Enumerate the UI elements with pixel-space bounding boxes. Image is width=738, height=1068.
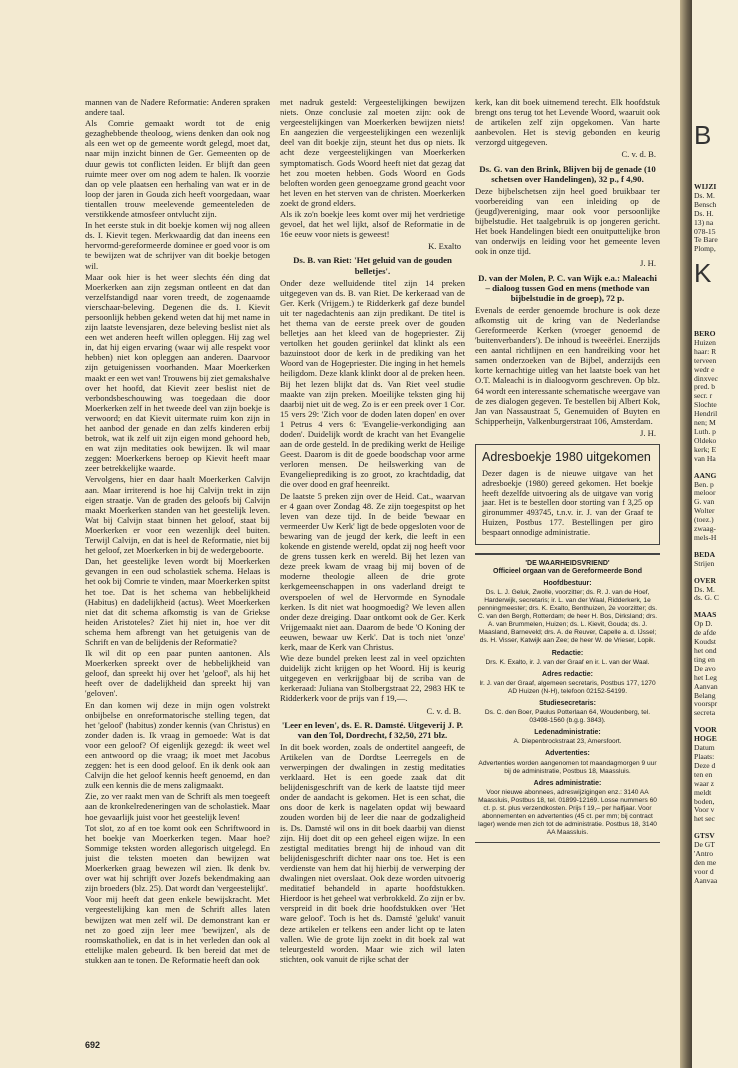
fragment: mels-H (694, 532, 717, 542)
paragraph: Maar ook hier is het weer slechts één ding dat Moerkerken aan zijn zegsman ontleent en dat dan verzelfstandigd naar voren treedt, de zogenaamde vierschaar-beleving. Degenen die ds. I. Kievit persoonlijk hebben gekend weten dat hij met name in zijn laatste levensjaren, deze beleving beslist niet als een wet anderen heeft willen opleggen. Hij zag wel in, dat hij eigen ervaring (waar wij alle respekt voor hebben) niet kon opleggen aan anderen. Daarvoor zijn getuigenissen voorhanden. Maar Moerkerken maakt er een wet van! Trouwens bij ziet gemakshalve over het hoofd, dat Kievit zeer beslist niet de verbondsbeschouwing was toegedaan die door Moerkerken zelf in het tweede deel van zijn boekje is verwoord; en dat Kievit uitermate ruim kon zijn in het aanbod der genade en dan zelfs kinderen erbij betrok, wat ik zelf uit zijn eigen mond gehoord heb, en wat zijn meditaties ook bewijzen. Ik wil maar zeggen: Moerkerkens beroep op Kievit heeft maar zeer betrekkelijke waarde. (85, 271, 270, 474)
fragment: Strijen (694, 558, 715, 568)
fragment: MAAS (694, 610, 717, 620)
fragment: G. van (694, 497, 715, 507)
masthead-text: Ir. J. van der Graaf, algemeen secretaris, Postbus 177, 1270 AD Huizen (N-H), telefoon 02152-54199. (479, 679, 656, 695)
review-title: Ds. B. van Riet: 'Het geluid van de gouden belletjes'. (293, 255, 452, 276)
fragment: Luth. p (694, 426, 716, 436)
fragment: HOGE (694, 734, 717, 744)
fragment: voor d (694, 866, 714, 876)
fragment: Belang (694, 690, 716, 700)
fragment: Ds. M. (694, 190, 715, 200)
paragraph: kerk, kan dit boek uitnemend terecht. Elk hoofdstuk brengt ons terug tot het Levende Woord, waaruit ook de artikelen zelf zijn opgekomen. Van harte aanbevolen. Het is stevig gebonden en keurig verzorgd uitgegeven. (475, 97, 660, 148)
fragment: boden, (694, 796, 715, 806)
masthead-heading: Studiesecretaris: (539, 699, 596, 707)
fragment: voorspr (694, 699, 718, 709)
signature: K. Exalto (428, 241, 461, 252)
paragraph: Als ik zo'n boekje lees komt over mij het verdrietige gevoel, dat het wel lijkt, alsof de Reformatie in de 16e eeuw voor niets is geweest! (280, 209, 465, 240)
fragment: kerk; E (694, 444, 717, 454)
facing-page-fragments (694, 175, 738, 254)
masthead-heading: Advertenties: (545, 750, 590, 758)
paragraph: Zie, zo ver raakt men van de Schrift als men toegeeft aan de kronkelredeneringen van de scholastiek. Maar hoe gevaarlijk juist voor het geestelijk leven! (85, 791, 270, 822)
fragment: 13) na (694, 217, 714, 227)
fragment: secreta (694, 708, 716, 718)
column-1 (85, 97, 270, 1005)
paragraph: Als Comrie gemaakt wordt tot de enig gezaghebbende theoloog, wiens denken dan ook nog als een wet op de gemeente wordt gelegd, moet dat, naar mijn inzicht binnen de Ger. Gemeenten op de duur gewis tot conflicten leiden. Er blijft dan geen ruimte meer over om nog adem te halen. Ik voorzie dan op vele plaatsen een herhaling van wat er in de loop der jaren in Gouda zich heeft voorgedaan, waar tientallen trouw meelevende gemeenteleden de verstikkende atmosfeer ontvlucht zijn. (85, 118, 270, 220)
fragment: Aanvan (694, 681, 718, 691)
fragment: de afde (694, 628, 717, 638)
masthead-text: Voor nieuwe abonnees, adreswijzigingen enz.: 3140 AA Maassluis, Postbus 18, tel. 01899-12169. Losse nummers 60 ct. p. st. plus verzendkosten. Prijs f 19,– per halfjaar. Voor abonnementen en advertenties (45 ct. per mm; bij contract lager) wende men zich tot de administratie. Postbus 18, 3140 AA Maassluis. (478, 788, 657, 837)
fragment: Ben. p (694, 479, 714, 489)
fragment: Oldeko (694, 435, 717, 445)
fragment: dinxvec (694, 373, 719, 383)
fragment: Slochte (694, 400, 717, 410)
fragment: Hendril (694, 409, 718, 419)
paragraph: Ik wil dit op een paar punten aantonen. Als Moerkerken spreekt over de hebbelijkheid van geloof, dan spreekt hij over het 'geloof', als hij het heeft over de dadelijkheid dan spreekt hij van 'geloven'. (85, 648, 270, 699)
fragment: WIJZI (694, 182, 717, 191)
fragment: ds. G. C (694, 593, 719, 603)
facing-heading-letter: B (694, 120, 712, 150)
masthead-heading: Hoofdbestuur: (543, 579, 592, 587)
fragment: Ds. M. (694, 584, 715, 594)
facing-page-fragments (694, 330, 738, 886)
fragment: van Ha (694, 453, 716, 463)
fragment: het Leg (694, 672, 717, 682)
masthead-heading: Ledenadministratie: (534, 729, 601, 737)
paragraph: met nadruk gesteld: Vergeestelijkingen bewijzen niets. Onze conclusie zal moeten zijn: ook de vergeestelijkingen van Moerkerken bewijzen niets! En aangezien die vergeestelijkingen een wezenlijk deel van dit boekje zijn, steunt het dus op niets. Ik acht deze vergeestelijkingen van Moerkerken symptomatisch. Gods Woord heeft niet dat gezag dat het zou moeten hebben. Gods Woord en Gods beloften worden geen genoegzame grond geacht voor het leven en het sterven van de christen. Moerkerken zoekt de grond elders. (280, 97, 465, 208)
fragment: Ds. H. (694, 208, 714, 218)
masthead-text: A. Diepenbrockstraat 23, Amersfoort. (513, 738, 622, 746)
masthead-heading: Adres redactie: (542, 670, 593, 678)
masthead-subtitle: Officieel orgaan van de Gereformeerde Bond (493, 567, 642, 575)
masthead-heading: Redactie: (551, 649, 584, 657)
fragment: Huizen (694, 337, 716, 347)
signature: C. v. d. B. (621, 149, 656, 160)
paragraph: In het eerste stuk in dit boekje komen wij nog alleen ds. I. Kievit tegen. Merkwaardig dat dan ineens een hervormd-gereformeerde dominee er goed voor is om te bewijzen wat de schrijver van dit boekje betogen wil. (85, 220, 270, 271)
fragment: den me (694, 857, 717, 867)
masthead-text: Ds. L. J. Geluk, Zwolle, voorzitter; ds. R. J. van de Hoef, Harderwijk, secretaris; ir. L. van der Waal, Ridderkerk, 1e penningmeester; drs. K. Exalto, Benthuizen, 2e voorzitter; ds. C. van den Bergh, Rotterdam; de heer H. Bos, Dirksland; drs. A. van Brummelen, Huizen; ds. L. Kievit, Gouda; ds. J. Maasland, Barneveld; drs. A. de Reuver, Capelle a. d. IJssel; ds. H. Visser, Katwijk aan Zee; de heer W. de Vrieser, Lopik. (477, 588, 658, 645)
fragment: VOOR (694, 725, 717, 735)
fragment: pred. b (694, 382, 716, 392)
fragment: Aanvaa (694, 875, 718, 885)
fragment: secr. r (694, 391, 713, 401)
masthead-text: Ds. C. den Boer, Paulus Potterlaan 64, Woudenberg, tel. 03498-1560 (b.g.g. 3843). (484, 709, 651, 725)
announcement-title: Adresboekje 1980 uitgekomen (482, 450, 651, 464)
paragraph: In dit boek worden, zoals de ondertitel aangeeft, de Artikelen van de Dordtse Leerregels en de verwerpingen der dwalingen in zestig meditaties verklaard. Het is een goede zaak dat dit belijdenisgeschrift van de kerk de laatste tijd meer onder de aandacht is gekomen. Het is een schat, die ons door de kerk is nagelaten opdat wij bewaard zouden worden bij de leer die naar de godzaligheid is. Ds. Damsté wil ons in dit boek daarbij van dienst zijn. Hij doet dit op een geheel eigen wijze. In een zestigtal meditaties brengt hij de inhoud van dit belijdenisgeschrift dichter naar ons toe. Het is een verdienste van hem dat hij hierbij de verwerping der dwalingen niet overslaat. Ook deze worden uitvoerig meditatief behandeld in aparte hoofdstukken. Hierdoor is het geheel wat verbrokkeld. Zo zijn er bv. verspreid in dit boek drie hoofdstukken over 'Het ware geloof'. Toch is het ds. Damsté 'gelukt' vanuit deze artikelen er telkens een ander licht op te laten vallen. Wie de grote lijn zoekt in dit boek zal wat teleurgesteld worden. Maar wie zich wil laten stichten, ook vanuit de rijke schat der (280, 741, 465, 964)
masthead-title: 'DE WAARHEIDSVRIEND' (525, 559, 610, 567)
paragraph: Dan, het geestelijke leven wordt bij Moerkerken gevangen in een oud scholastiek schema. Helaas is het ook bij Comrie te vinden, maar Moerkerken spitst het toe. Dat is het schema van hebbelijkheid (Habitus) en dadelijkheid (actus). Weet Moerkerken niet dat dit schema afkomstig is van de Griekse heiden Aristoteles? Ziet hij niet in, hoe ver dit schema hem afbrengt van het getuigenis van de Schrift en van de belijdenis der Reformatie? (85, 556, 270, 647)
fragment: waar z (694, 778, 715, 788)
fragment: GTSV (694, 831, 715, 841)
review-title: D. van der Molen, P. C. van Wijk e.a.: Maleachi – dialoog tussen God en mens (methode van bijbelstudie in de groep), 72 p. (478, 272, 657, 303)
fragment: 'Antro (694, 849, 714, 859)
fragment: De GT (694, 840, 715, 850)
masthead (475, 553, 660, 844)
fragment: Te Bare (694, 235, 718, 245)
fragment: Koudst (694, 637, 716, 647)
fragment: (toez.) (694, 515, 714, 525)
book-gutter (680, 0, 692, 1068)
paragraph: Wie deze bundel preken leest zal in veel opzichten duidelijk zicht krijgen op het Woord. Hij is keurig uitgegeven en verkrijgbaar bij de scriba van de kerkeraad: Juliana van Stolbergstraat 22, 2983 HK te Ridderkerk voor de prijs van f 19,—. (280, 653, 465, 704)
fragment: OVER (694, 575, 716, 585)
fragment: Voor v (694, 805, 715, 815)
masthead-text: Advertenties worden aangenomen tot maandagmorgen 9 uur bij de administratie, Postbus 18, Maassluis. (478, 759, 657, 775)
fragment: zwaag- (694, 524, 716, 534)
fragment: meldt (694, 787, 712, 797)
fragment: wedr e (694, 364, 715, 374)
fragment: ting en (694, 654, 715, 664)
paragraph: Evenals de eerder genoemde brochure is ook deze afkomstig uit de kring van de Nederlandse Gereformeerde Kerken (vroeger genoemd de 'buitenverbanders'). De inhoud is tweeërlei. Enerzijds een aantal richtlijnen en een handreiking voor het samen onderzoeken van de Bijbel, anderzijds een korte kernachtige uitleg van het laatste boek van het O.T. Maleachi is in dialoogvorm geschreven. Op blz. 64 wordt een interessante schematische weergave van de zes dialogen gegeven. Te bestellen bij Albert Kok, Jan van Nassaustraat 5, Genemuiden of Buyten en Schipperheijn, Valkenburgerstraat 106, Amsterdam. (475, 304, 660, 426)
fragment: Bensch (694, 199, 717, 209)
fragment: 078-15 (694, 226, 716, 236)
fragment: het ond (694, 646, 717, 655)
fragment: Plaats: (694, 751, 715, 761)
fragment: ten en (694, 769, 713, 779)
paragraph: Vervolgens, hier en daar haalt Moerkerken Calvijn aan. Maar irriterend is hoe hij Calvijn trekt in zijn eigen straatje. Van de graden des geloofs bij Calvijn maakt Moerkerken standen van het geestelijk leven. Wat bij Calvijn staat binnen het geloof, staat bij Moerkerken er voor een wezenlijk deel buiten. Terwijl Calvijn, en dat is heel de Reformatie, niet bij het geloof, zet Moerkerken in bij de wedergeboorte. (85, 474, 270, 556)
masthead-text: Drs. K. Exalto, ir. J. van der Graaf en ir. L. van der Waal. (485, 658, 650, 666)
signature: C. v. d. B. (426, 705, 461, 716)
paragraph: En dan komen wij deze in mijn ogen volstrekt onbijbelse en onreformatorische stelling tegen, dat het 'geloof' (habitus) zonder kennis (van Christus) en zonder daden is. Ik vraag in gemoede: Wat is dat voor een geloof? Of eigenlijk gezegd: ik weet wel een antwoord op die vraag; ik moet met Jacobus zeggen: het is een dood geloof. En ik denk ook aan Calvijn die het geloof kennis heeft genoemd, en dan zulk een kennis die de mens zaligmaakt. (85, 699, 270, 791)
review-title: Ds. G. van den Brink, Blijven bij de genade (10 schetsen over Handelingen), 32 p., f 4,90. (479, 163, 656, 184)
fragment: De avo (694, 663, 716, 673)
fragment: BERO (694, 329, 716, 338)
paragraph: Deze bijbelschetsen zijn heel goed bruikbaar ter voorbereiding van een inleiding op de (jeugd)vereniging, maar ook voor persoonlijke bijbelstudie. Het taalgebruik is op jongeren gericht. Het boek Handelingen biedt een onuitputtelijke bron van onderwijs en leiding voor het gemeente leven ook in onze tijd. (475, 185, 660, 257)
fragment: Deze d (694, 760, 716, 770)
fragment: BEDA (694, 549, 716, 559)
fragment: AANG (694, 470, 717, 480)
page-number: 692 (85, 1040, 101, 1050)
fragment: Plomp, (694, 244, 716, 254)
review-title: 'Leer en leven', ds. E. R. Damsté. Uitgeverij J. P. van den Tol, Dordrecht, f 32,50, 271 blz. (281, 719, 464, 740)
column-2 (280, 97, 465, 1005)
paragraph: mannen van de Nadere Reformatie: Anderen spraken andere taal. (85, 97, 270, 118)
paragraph: Voor mij heeft dat geen enkele bewijskracht. Met vergeestelijking kan men de Schrift alles laten bewijzen wat men zelf wil. De demonstrant kan er net zo goed zijn leer mee 'bewijzen', als de roomskatholiek, en dat is in het verleden dan ook al ettelijke malen gebeurd. Ik ben bereid dat met de stukken aan te tonen. De Reformatie heeft dan ook (85, 894, 270, 965)
signature: J. H. (640, 427, 656, 438)
paragraph: Tot slot, zo af en toe komt ook een Schriftwoord in het boekje van Moerkerken tegen. Maar hoe? Sommige teksten worden allegorisch uitgelegd. En juist die teksten moeten dan bewijzen wat Moerkerken graag bewezen wil zien. Ik denk bv. over wat hij schrijft over Jozefs bekendmaking aan zijn broeders (blz. 25). Dat wordt dan 'vergeestelijkt'. (85, 822, 270, 894)
fragment: terveen (694, 355, 717, 365)
fragment: het sec (694, 814, 715, 824)
facing-page-edge (692, 0, 738, 1068)
paragraph: Onder deze welluidende titel zijn 14 preken uitgegeven van ds. B. van Riet. De kerkeraad van de Ger. Kerk (Vrijgem.) te Ridderkerk gaf deze bundel uit ter nagedachtenis aan zijn predikant. De titel is het thema van de eerste preek over de gouden belletjes aan het kleed van de hogepriester. Zij vertolken het gouden geriinkel dat klinkt als een bazuinstoot door de kerk in de prediking van het Woord van de Hogepriester. Die inging in het hemels heiligdom. Deze klank klinkt door al de preken heen. Bij het lezen blijkt dat ds. Van Riet veel studie maakte van zijn preken. Moeilijke teksten ging hij daarbij niet uit de weg. Zo is er een preek over 1 Cor. 15 vers 29: 'Zich voor de doden laten dopen' en over 1 Petrus 4 vers 6: 'Evangelie-verkondiging aan doden'. Duidelijk wordt de kracht van het Evangelie aan de orde gesteld. In de prediking werkt de Heilige Geest. Daarom is dit de goede boodschap voor arme verloren mensen. De heilswerking van de Evangelieprediking is zo groot, zo krachtdadig, dat die over dood en graf heenreikt. (280, 277, 465, 490)
fragment: meloor (694, 488, 716, 498)
facing-heading-letter: K (694, 258, 712, 288)
announcement-box (475, 444, 660, 545)
fragment: nen; M (694, 418, 716, 428)
fragment: Datum (694, 743, 715, 753)
masthead-heading: Adres administratie: (533, 779, 602, 787)
paragraph: De laatste 5 preken zijn over de Heid. Cat., waarvan er 4 gaan over Zondag 48. Ze zijn toegespitst op het leven van deze tijd. In de beide 'bewaar en vermeerder Uw Kerk' ligt de bede opgesloten voor de bewaring van de jeugd der kerk, die leeft in een kokende en gistende wereld, opdat zij nog heeft voor de grens tussen kerk en wereld. Bij het lezen van deze preek kwam de vraag bij mij boven of de moderne theologie alleen de drie grote kerkgemeenschappen in ons vaderland dreigt te overspoelen of wel de Hervormde en Synodale kerken. Is dit niet wat hoogmoedig? We leven allen onder deze dreiging. Daar ontkomt ook de Ger. Kerk Vrijgemaakt niet aan. Daarom de bede 'O Koning der eeuwen, bewaar uw Kerk'. Dat is toch niet 'onze' kerk, maar de Kerk van Christus. (280, 490, 465, 652)
announcement-text: Dezer dagen is de nieuwe uitgave van het adresboekje (1980) gereed gekomen. Het boekje heeft dezelfde uitvoering als de uitgave van vorig jaar. Het is te bestellen door storting van f 3,25 op gironummer 493745, t.n.v. ir. J. van der Graaf te Huizen, Postbus 177. Bestellingen per giro bespaart onnodige administratie. (482, 469, 653, 537)
fragment: haar: R (694, 346, 717, 356)
fragment: Op D. (694, 619, 713, 629)
signature: J. H. (640, 258, 656, 269)
column-3 (475, 97, 660, 1005)
fragment: Wolter (694, 506, 715, 516)
